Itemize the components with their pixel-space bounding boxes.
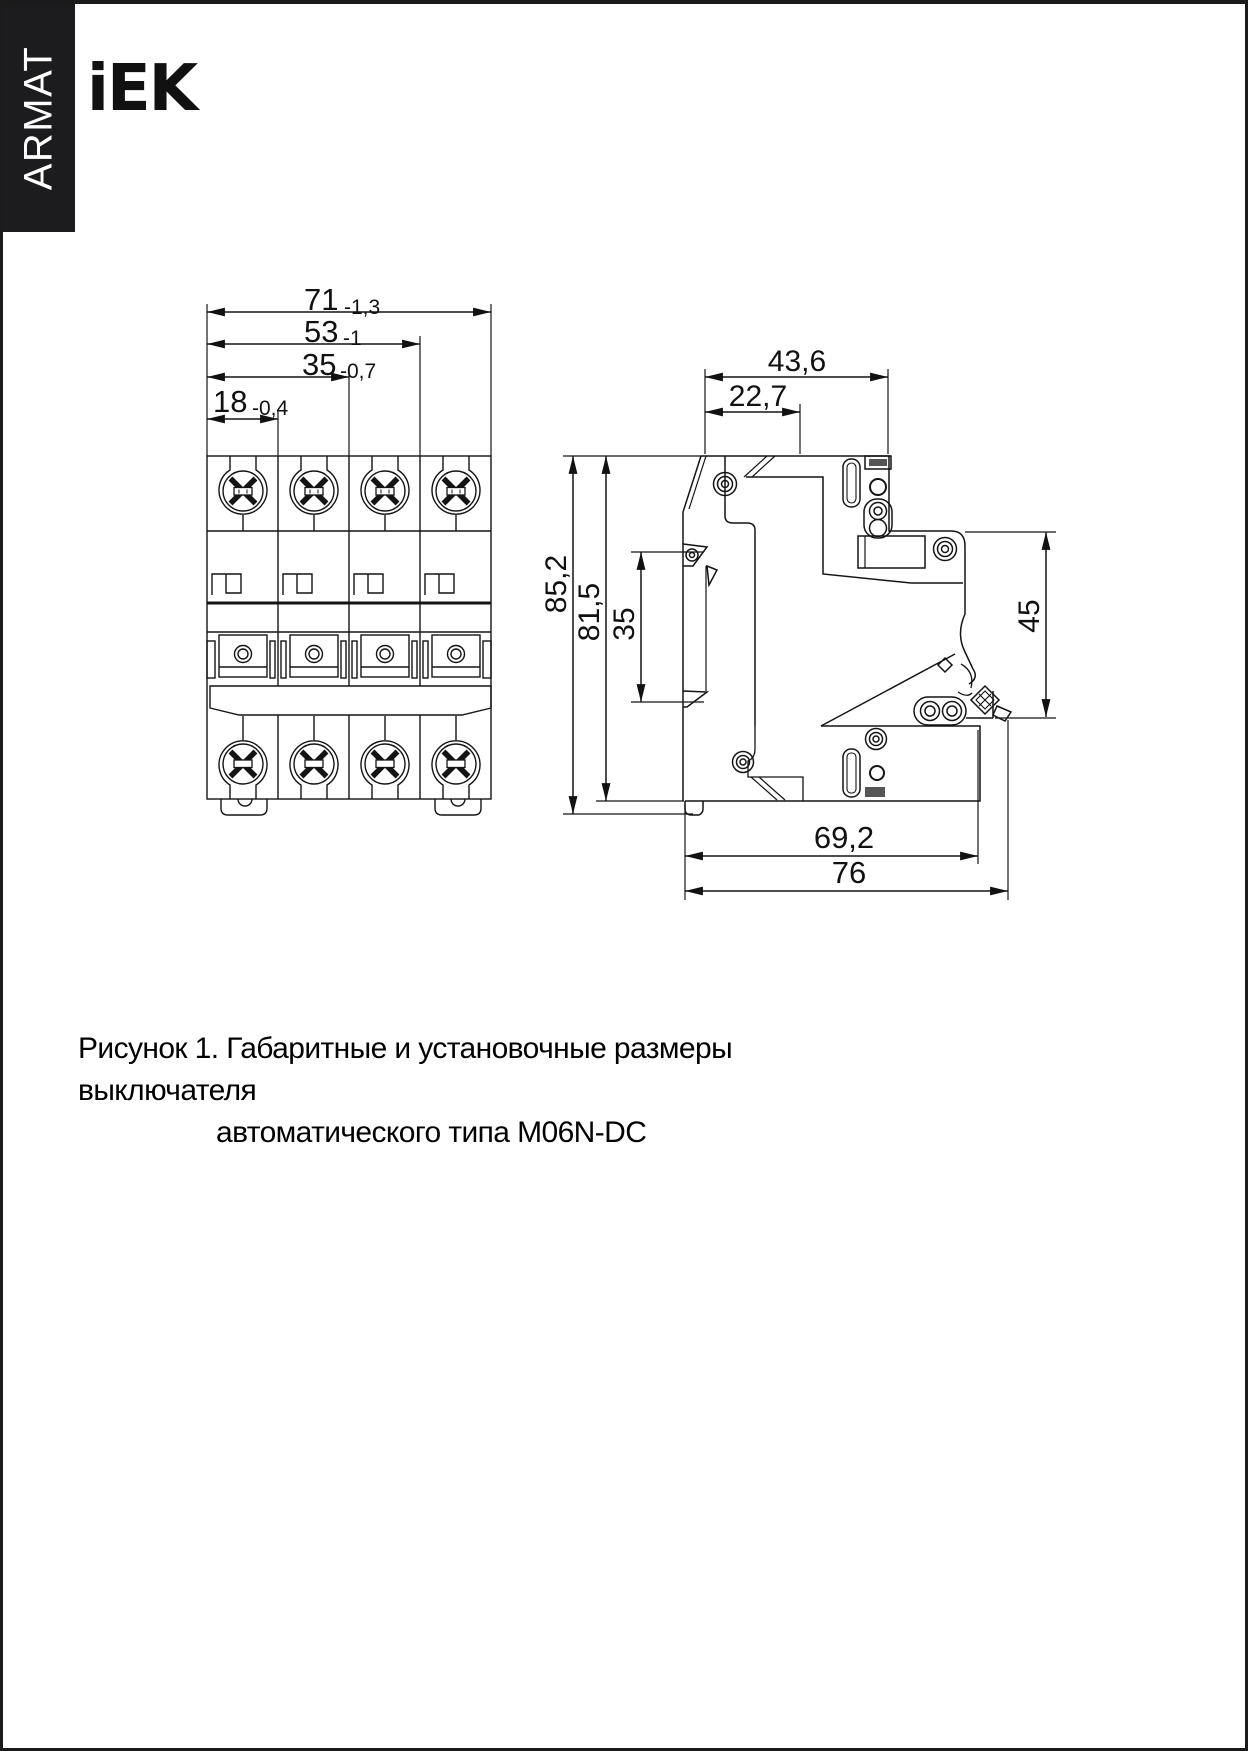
dim-depth-43-6: 43,6 — [767, 345, 827, 378]
dim-din-35: 35 — [608, 607, 641, 641]
dimension-drawing — [3, 4, 1248, 1751]
dim-depth-76: 76 — [831, 855, 867, 890]
dim-height-85-2: 85,2 — [540, 554, 573, 614]
dim-width-18-tol: -0,4 — [252, 397, 289, 420]
iek-logo: iEK — [87, 52, 197, 126]
dim-width-71: 71 — [304, 282, 339, 317]
dim-width-53-tol: -1 — [343, 327, 362, 350]
dim-width-35-tol: -0,7 — [340, 360, 377, 383]
brand-name: ARMAT — [16, 45, 61, 191]
dim-height-45: 45 — [1013, 599, 1046, 633]
dim-width-71-tol: -1,3 — [344, 296, 381, 319]
dim-height-81-5: 81,5 — [573, 582, 606, 642]
trip-bar — [210, 686, 491, 715]
dim-width-18: 18 — [213, 384, 248, 419]
figure-caption-line2: автоматического типа M06N-DC — [216, 1116, 647, 1149]
dim-depth-69-2: 69,2 — [813, 820, 875, 855]
dim-width-35: 35 — [302, 347, 337, 382]
figure-caption-line1: Рисунок 1. Габаритные и установочные размеры выключателя — [78, 1032, 733, 1107]
dim-depth-22-7: 22,7 — [728, 380, 788, 413]
figure-caption — [78, 1028, 878, 1154]
dim-width-53: 53 — [304, 314, 339, 349]
